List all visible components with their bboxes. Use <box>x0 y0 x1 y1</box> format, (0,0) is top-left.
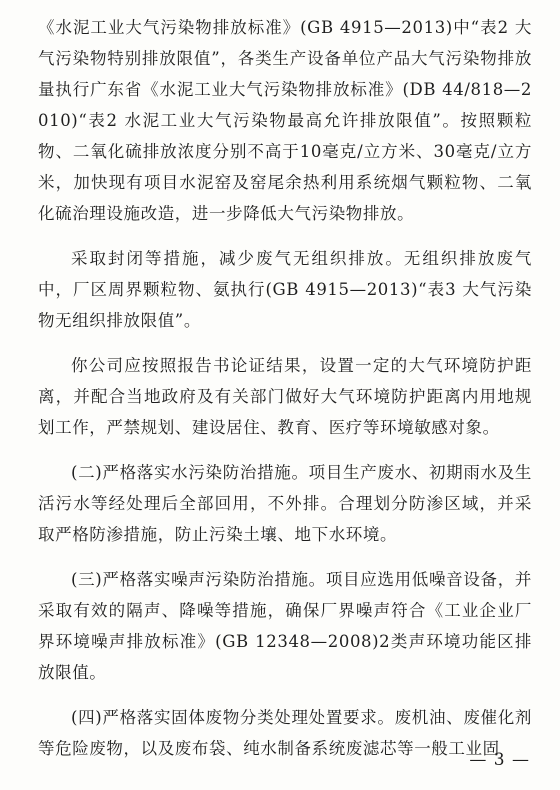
paragraph-water-pollution: (二)严格落实水污染防治措施。项目生产废水、初期雨水及生活污水等经处理后全部回用，不外排。合理划分防渗区域，并采取严格防渗措施，防止污染土壤、地下水环境。 <box>38 463 532 544</box>
paragraph-air-emission-standards: 《水泥工业大气污染物排放标准》(GB 4915—2013)中“表2 大气污染物特别排放限值”，各类生产设备单位产品大气污染物排放量执行广东省《水泥工业大气污染物排放标准》(DB 44/818—2010)“表2 水泥工业大气污染物最高允许排放限值”。按照颗粒物、二氧化硫排放浓度分别不高于10毫克/立方米、30毫克/立方米，加快现有项目水泥窑及窑尾余热利用系统烟气颗粒物、二氧化硫治理设施改造，进一步降低大气污染物排放。 <box>38 18 532 223</box>
paragraph-noise-pollution: (三)严格落实噪声污染防治措施。项目应选用低噪音设备，并采取有效的隔声、降噪等措施，确保厂界噪声符合《工业企业厂界环境噪声排放标准》(GB 12348—2008)2类声环境功能区排放限值。 <box>38 570 532 682</box>
paragraph-fugitive-emissions: 采取封闭等措施，减少废气无组织排放。无组织排放废气中，厂区周界颗粒物、氨执行(GB 4915—2013)“表3 大气污染物无组织排放限值”。 <box>38 249 532 330</box>
paragraph-protection-distance: 你公司应按照报告书论证结果，设置一定的大气环境防护距离，并配合当地政府及有关部门做好大气环境防护距离内用地规划工作，严禁规划、建设居住、教育、医疗等环境敏感对象。 <box>38 356 532 437</box>
page-number: — 3 — <box>469 750 530 770</box>
paragraph-solid-waste: (四)严格落实固体废物分类处理处置要求。废机油、废催化剂等危险废物，以及废布袋、纯水制备系统废滤芯等一般工业固 <box>38 708 532 758</box>
